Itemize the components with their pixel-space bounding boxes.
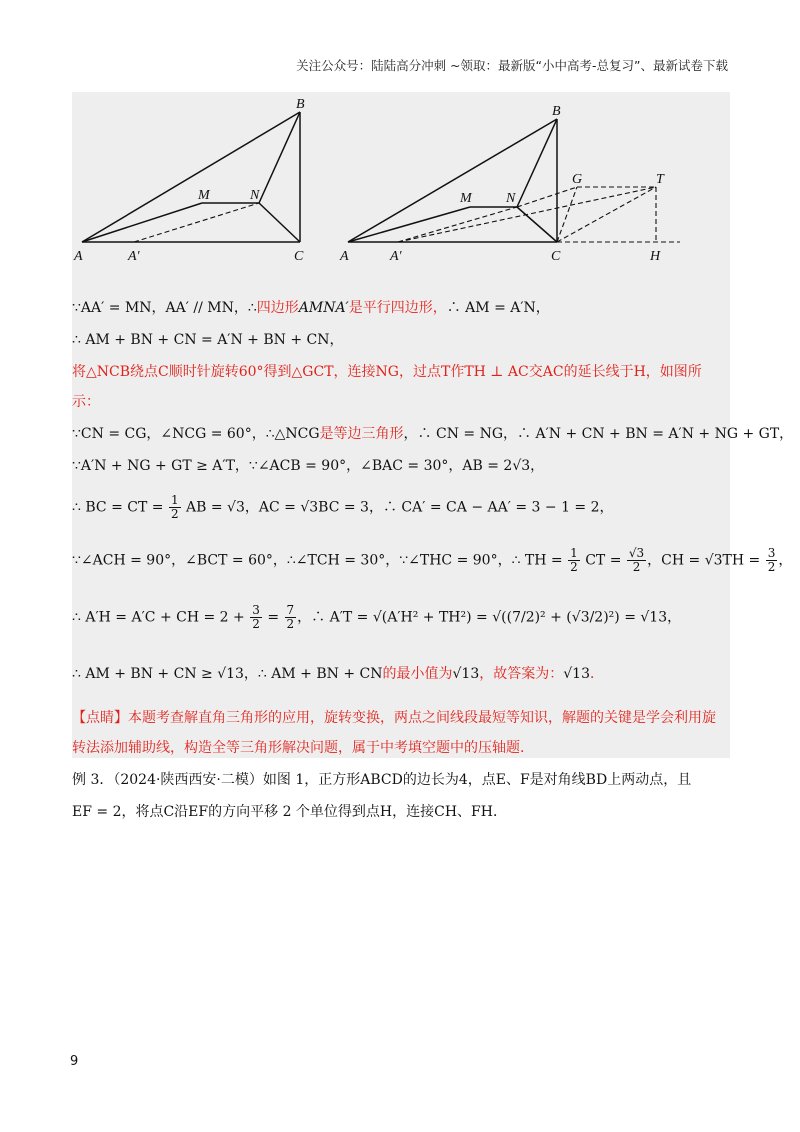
label-B2: B: [552, 104, 561, 119]
label-G: G: [572, 172, 583, 187]
label-A2: A: [340, 249, 349, 264]
fraction: $\frac{3}{2}$: [252, 603, 260, 631]
label-H: H: [650, 249, 661, 264]
figure-right-dashed: [398, 187, 680, 242]
page-header: 关注公众号：陆陆高分冲刺 ~领取：最新版“小中高考-总复习”、最新试卷下载: [296, 58, 728, 73]
solution-line-2: ∴ AM + BN + CN = A′N + BN + CN，: [72, 332, 344, 348]
label-C: C: [294, 249, 304, 264]
label-A-prime: A′: [128, 249, 140, 264]
fraction: $\frac{7}{2}$: [286, 603, 295, 631]
example-3-line-1: 例 3．（2024·陕西西安·二模）如图 1，正方形ABCD的边长为4，点E、F是对角线BD上两动点，且: [72, 772, 692, 788]
label-C2: C: [551, 249, 561, 264]
label-N: N: [250, 188, 260, 203]
solution-line-9: ∴ AM + BN + CN ≥ √13，∴ AM + BN + CN的最小值为√13，故答案为：√13．: [72, 666, 604, 682]
fraction: $\frac{1}{2}$: [170, 493, 179, 521]
solution-line-5: ∵A′N + NG + GT ≥ A′T，∵∠ACB = 90°，∠BAC = 30°，AB = 2√3，: [72, 458, 545, 474]
fraction: $\frac{√3}{2}$: [628, 546, 645, 574]
solution-line-3b: 示：: [72, 394, 100, 410]
solution-line-1: ∵AA′ = MN，AA′ // MN，∴四边形AMNA′是平行四边形，∴ AM = A′N，: [72, 300, 550, 316]
solution-line-6: ∴ BC = CT = $\frac{1}{2}$ AB = √3，AC = √3BC = 3，∴ CA′ = CA − AA′ = 3 − 1 = 2，: [72, 493, 614, 521]
solution-line-3: 将△NCB绕点C顺时针旋转60°得到△GCT，连接NG，过点T作TH ⊥ AC交AC的延长线于H，如图所: [72, 364, 702, 380]
comment-line-1: 【点睛】本题考查解直角三角形的应用，旋转变换，两点之间线段最短等知识，解题的关键是学会利用旋: [72, 710, 716, 726]
fraction: $\frac{3}{2}$: [767, 546, 776, 574]
label-A: A: [74, 249, 83, 264]
figure-left: [82, 112, 300, 242]
page-number: 9: [70, 1054, 79, 1069]
label-B: B: [296, 97, 305, 112]
label-A-prime2: A′: [390, 249, 402, 264]
fraction: $\frac{1}{2}$: [570, 546, 578, 574]
comment-line-2: 转法添加辅助线，构造全等三角形解决问题，属于中考填空题中的压轴题.: [72, 740, 525, 756]
label-N2: N: [506, 191, 516, 206]
figure-right: [348, 119, 557, 242]
example-3-line-2: EF = 2，将点C沿EF的方向平移 2 个单位得到点H，连接CH、FH．: [72, 804, 507, 820]
solution-line-4: ∵CN = CG，∠NCG = 60°，∴△NCG是等边三角形，∴ CN = NG，∴ A′N + CN + BN = A′N + NG + GT，: [72, 426, 794, 442]
solution-line-8: ∴ A′H = A′C + CH = 2 + $\frac{3}{2}$ = $\frac{7}{2}$ ，∴ A′T = √(A′H² + TH²) = √((7/2)² + (√3/2)²) = √13，: [72, 603, 682, 631]
label-M2: M: [460, 191, 472, 206]
label-M: M: [198, 188, 210, 203]
label-T: T: [656, 172, 664, 187]
solution-line-7: ∵∠ACH = 90°，∠BCT = 60°，∴∠TCH = 30°，∵∠THC = 90°，∴ TH = $\frac{1}{2}$ CT = $\frac{√3}{2}$ ，CH = √3TH = $\frac{3}{2}$ ，: [72, 546, 793, 574]
geometry-figures: [72, 92, 692, 267]
